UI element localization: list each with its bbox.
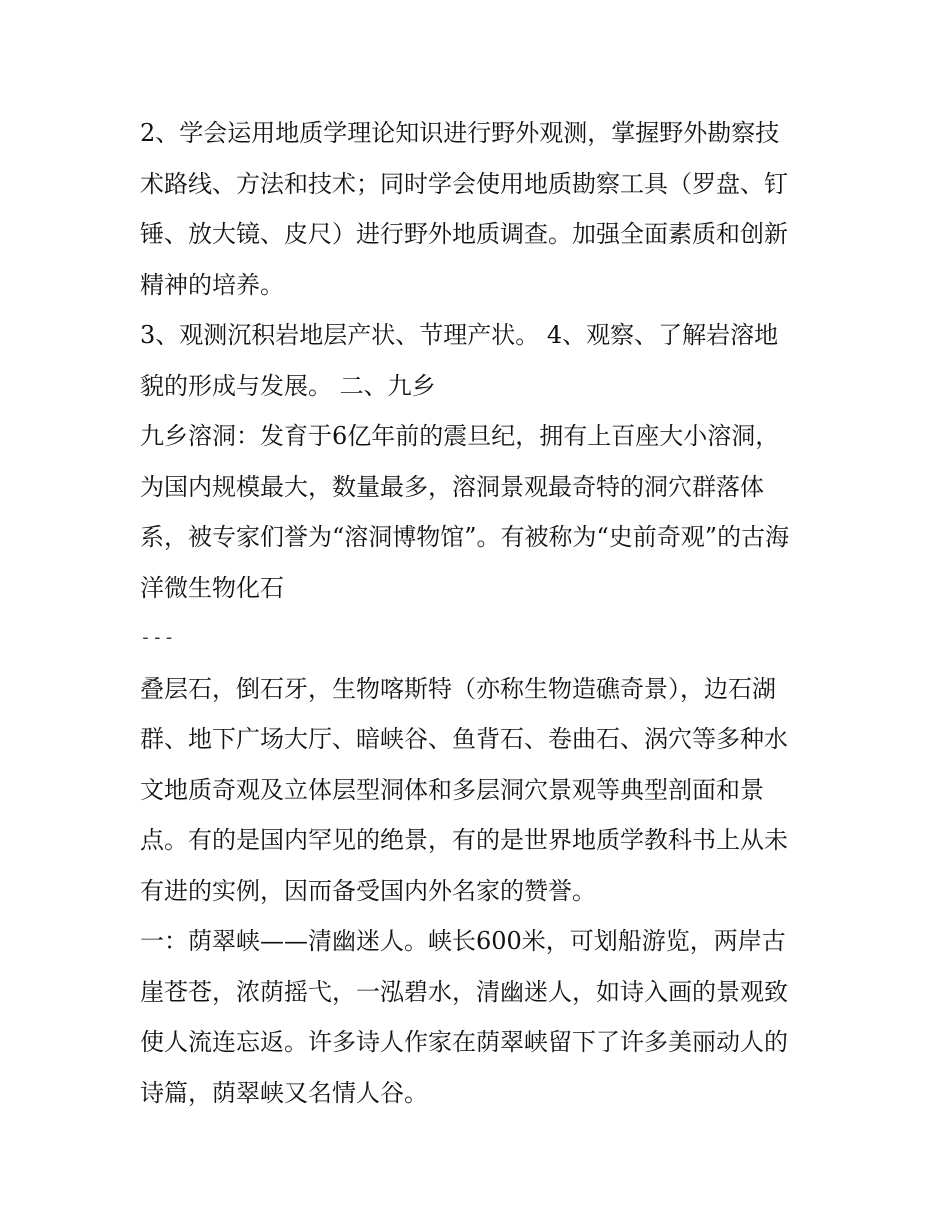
- text-line: 术路线、方法和技术；同时学会使用地质勘察工具（罗盘、钉: [140, 169, 788, 198]
- section-separator: ---: [140, 627, 176, 648]
- text-line: 点。有的是国内罕见的绝景，有的是世界地质学教科书上从未: [140, 826, 788, 854]
- text-line: 精神的培养。: [140, 270, 284, 299]
- text-line: 叠层石，倒石牙，生物喀斯特（亦称生物造礁奇景），边石湖: [140, 674, 776, 703]
- text-line: 群、地下广场大厅、暗峡谷、鱼背石、卷曲石、涡穴等多种水: [140, 725, 788, 753]
- text-line: 诗篇，荫翠峡又名情人谷。: [140, 1078, 428, 1107]
- text-line: 为国内规模最大，数量最多，溶洞景观最奇特的洞穴群落体: [140, 472, 764, 501]
- text-line: 九乡溶洞：发育于6亿年前的震旦纪，拥有上百座大小溶洞，: [140, 422, 780, 450]
- paragraph-observation-goals: [140, 310, 820, 411]
- text-line: 貌的形成与发展。 二、九乡: [140, 371, 436, 400]
- paragraph-field-skills: [140, 108, 820, 310]
- paragraph-jiuxiang-caves: [140, 411, 820, 613]
- text-line: 一：荫翠峡——清幽迷人。峡长600米，可划船游览，两岸古: [140, 927, 786, 955]
- text-line: 系，被专家们誉为“溶洞博物馆”。有被称为“史前奇观”的古海: [140, 523, 790, 551]
- document-page: [140, 108, 820, 1118]
- text-line: 洋微生物化石: [140, 573, 284, 602]
- text-line: 有进的实例，因而备受国内外名家的赞誉。: [140, 876, 596, 905]
- text-line: 3、观测沉积岩地层产状、节理产状。 4、观察、了解岩溶地: [140, 321, 779, 349]
- paragraph-yincui-gorge: [140, 916, 820, 1118]
- text-line: 锤、放大镜、皮尺）进行野外地质调查。加强全面素质和创新: [140, 220, 788, 248]
- text-line: 2、学会运用地质学理论知识进行野外观测，掌握野外勘察技: [140, 119, 780, 147]
- text-line: 文地质奇观及立体层型洞体和多层洞穴景观等典型剖面和景: [140, 775, 764, 804]
- paragraph-cave-features: [140, 664, 820, 917]
- text-line: 崖苍苍，浓荫摇弋，一泓碧水，清幽迷人，如诗入画的景观致: [140, 977, 788, 1006]
- text-line: 使人流连忘返。许多诗人作家在荫翠峡留下了许多美丽动人的: [140, 1028, 788, 1056]
